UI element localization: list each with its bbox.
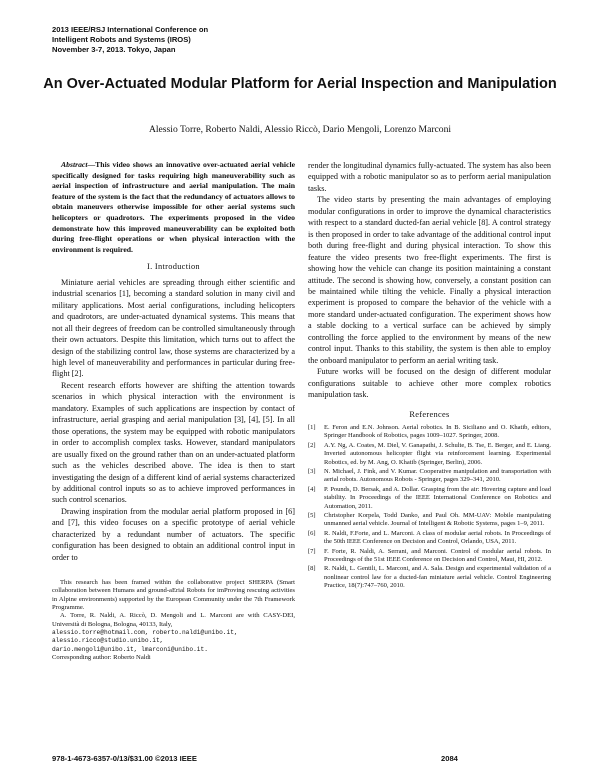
reference-number: [1] bbox=[308, 423, 316, 431]
conference-line-3: November 3-7, 2013. Tokyo, Japan bbox=[52, 45, 176, 54]
paper-title: An Over-Actuated Modular Platform for Aerial Inspection and Manipulation bbox=[43, 76, 557, 92]
conference-line-2: Intelligent Robots and Systems (IROS) bbox=[52, 35, 191, 44]
affiliation-note: A. Torre, R. Naldi, A. Riccò, D. Mengoli and L. Marconi are with CASY-DEI, Università di Bologna, Bologna, 40133, Italy, bbox=[52, 612, 295, 628]
reference-number: [8] bbox=[308, 565, 316, 573]
section-heading-references: References bbox=[409, 409, 450, 419]
reference-number: [7] bbox=[308, 547, 316, 555]
reference-item bbox=[308, 548, 551, 565]
reference-item bbox=[308, 486, 551, 511]
reference-number: [6] bbox=[308, 529, 316, 537]
abstract-label: Abstract bbox=[61, 160, 88, 169]
reference-number: [5] bbox=[308, 512, 316, 520]
left-column bbox=[52, 160, 295, 662]
reference-item bbox=[308, 424, 551, 441]
author-list: Alessio Torre, Roberto Naldi, Alessio Riccò, Dario Mengoli, Lorenzo Marconi bbox=[148, 124, 452, 135]
section-heading-introduction: I. Introduction bbox=[147, 262, 200, 272]
footer-isbn: 978-1-4673-6357-0/13/$31.00 ©2013 IEEE bbox=[52, 754, 197, 763]
corresponding-author: Corresponding author: Roberto Naldi bbox=[52, 653, 151, 661]
reference-number: [2] bbox=[308, 441, 316, 449]
reference-number: [4] bbox=[308, 485, 316, 493]
reference-text: E. Feron and E.N. Johnson. Aerial robotics. In B. Siciliano and O. Khatib, editors, Springer Handbook of Robotics, pages 1009–1027. Springer, 2008. bbox=[324, 423, 551, 440]
funding-note: This research has been framed within the collaborative project SHERPA (Smart collaboration between Humans and ground-aErial Robots for imProving rescuing activities in Alpine environments) supported by the European Community under the 7th Framework Programme. bbox=[52, 579, 295, 612]
reference-item bbox=[308, 512, 551, 529]
reference-item bbox=[308, 565, 551, 590]
conference-line-1: 2013 IEEE/RSJ International Conference on bbox=[52, 25, 209, 34]
reference-text: R. Naldi, F.Forte, and L. Marconi. A class of modular aerial robots. In Proceedings of the 50th IEEE Conference on Decision and Control, Orlando, USA, 2011. bbox=[324, 529, 551, 546]
reference-item bbox=[308, 442, 551, 467]
email-line: alessio.ricco@studio.unibo.it, bbox=[52, 637, 164, 645]
reference-text: Christopher Korpela, Todd Danko, and Paul Oh. MM-UAV: Mobile manipulating unmanned aerial vehicle. Journal of Intelligent & Robotic Systems, pages 1–9, 2011. bbox=[324, 512, 551, 528]
footnote bbox=[52, 579, 295, 662]
email-line: alessio.torre@hotmail.com, roberto.naldi@unibo.it, bbox=[52, 628, 238, 636]
email-line: dario.mengoli@unibo.it, lmarconi@unibo.it. bbox=[52, 645, 208, 653]
reference-text: A.Y. Ng, A. Coates, M. Diel, V. Ganapathi, J. Schulte, B. Tse, E. Berger, and E. Liang. Inverted autonomous helicopter flight via reinforcement learning. Experimental Robotics, ed. by M. Ang, O. Khatib (Springer, Berlin), 2006. bbox=[324, 441, 551, 466]
reference-text: F. Forte, R. Naldi, A. Serrani, and Marconi. Control of modular aerial robots. In Proceedings of the 51st IEEE Conference on Decision and Control, Maui, HI, 2012. bbox=[324, 547, 551, 564]
abstract bbox=[52, 160, 295, 255]
reference-item bbox=[308, 468, 551, 485]
intro-paragraph: Miniature aerial vehicles are spreading through either scientific and industrial scenarios [1], becoming a standard solution in many civil and military applications. Most aerial configurations, including helicopters and quadrotors, are under-actuated dynamical systems. This means that not all their degrees of freedom can be controlled simultaneously through their own actuators. Despite this limitation, which turns out to affect the design of the stabilizing control law, those systems are characterized by a high level of maneuverability and performances in particular during free-flight [2]. bbox=[52, 277, 295, 379]
abstract-text: —This video shows an innovative over-actuated aerial vehicle specifically designed for tasks requiring high maneuverability such as aerial inspection of infrastructure and aerial manipulation. The main feature of the system is the fact that the redundancy of actuators allows to obtain maneuvers otherwise impossible for other aerial systems such helicopters or quadrotors. The experiments proposed in the video demonstrate how this improved maneuverability can be exploited both during free-flight operations or when physical interaction with the environment is required. bbox=[52, 160, 295, 254]
right-column bbox=[308, 160, 551, 592]
conference-header bbox=[52, 25, 312, 55]
page-number: 2084 bbox=[441, 754, 458, 763]
intro-paragraph: Drawing inspiration from the modular aerial platform proposed in [6] and [7], this video focuses on a specific prototype of aerial vehicle characterized by a redundant number of actuators. The specific configuration has been designed to obtain an additional control input in order to bbox=[52, 506, 295, 562]
reference-text: N. Michael, J. Fink, and V. Kumar. Cooperative manipulation and transportation with aerial robots. Autonomous Robots - Springer, pages 329–341, 2010. bbox=[324, 468, 551, 484]
body-paragraph: Future works will be focused on the design of different modular configurations suitable to achieve other more complex robotics manipulation task. bbox=[308, 367, 551, 400]
reference-item bbox=[308, 530, 551, 547]
intro-paragraph: Recent research efforts however are shifting the attention towards scenarios in which physical interaction with the environment is mandatory. Examples of such applications are inspection by contact of infrastructure, aerial grasping and aerial manipulation [3], [4], [5]. In all those operations, the system may be equipped with robotic manipulators in order to accomplish complex tasks. However, standard manipulators are usually fixed on the ground rather than on an under-actuated platform such as the vehicles described above. The idea is then to start investigating the design of a different kind of aerial systems characterized by additional control inputs so as to achieve improved performances in such control scenarios. bbox=[52, 380, 295, 505]
reference-text: R. Naldi, L. Gentili, L. Marconi, and A. Sala. Design and experimental validation of a nonlinear control law for a ducted-fan miniature aerial vehicle. Control Engineering Practice, 18(7):747–760, 2010. bbox=[324, 565, 551, 590]
reference-text: P. Pounds, D. Bersak, and A. Dollar. Grasping from the air: Hovering capture and load stability. In Proceedings of the IEEE International Conference on Robotics and Automation, 2011. bbox=[324, 485, 551, 510]
body-paragraph: render the longitudinal dynamics fully-actuated. The system has also been equipped with a robotic manipulator so as to perform aerial manipulation tasks. bbox=[308, 161, 551, 193]
body-paragraph: The video starts by presenting the main advantages of employing modular configurations in order to improve the dynamical characteristics with respect to a standard ducted-fan aerial vehicle [8]. A control strategy is then proposed in order to take advantage of the additional control input both during free-flight and during physical interaction. To show this feature the video presents two free-flight experiments. The first is showing how the vehicle can change its position maintaining a constant attitude. The second is showing how, conversely, a constant position can be maintained while tilting the vehicle. Finally a physical interaction experiment is proposed to compare the behavior of the vehicle with a more standard under-actuated configuration. The experiment shows how a stable docking to a vertical surface can be achieved by simply controlling the force applied to the environment by means of the new control input. Thanks to this stability, the system is then able to employ the onboard manipulator to perform an aerial writing task. bbox=[308, 195, 551, 365]
reference-list bbox=[308, 424, 551, 591]
reference-number: [3] bbox=[308, 468, 316, 475]
